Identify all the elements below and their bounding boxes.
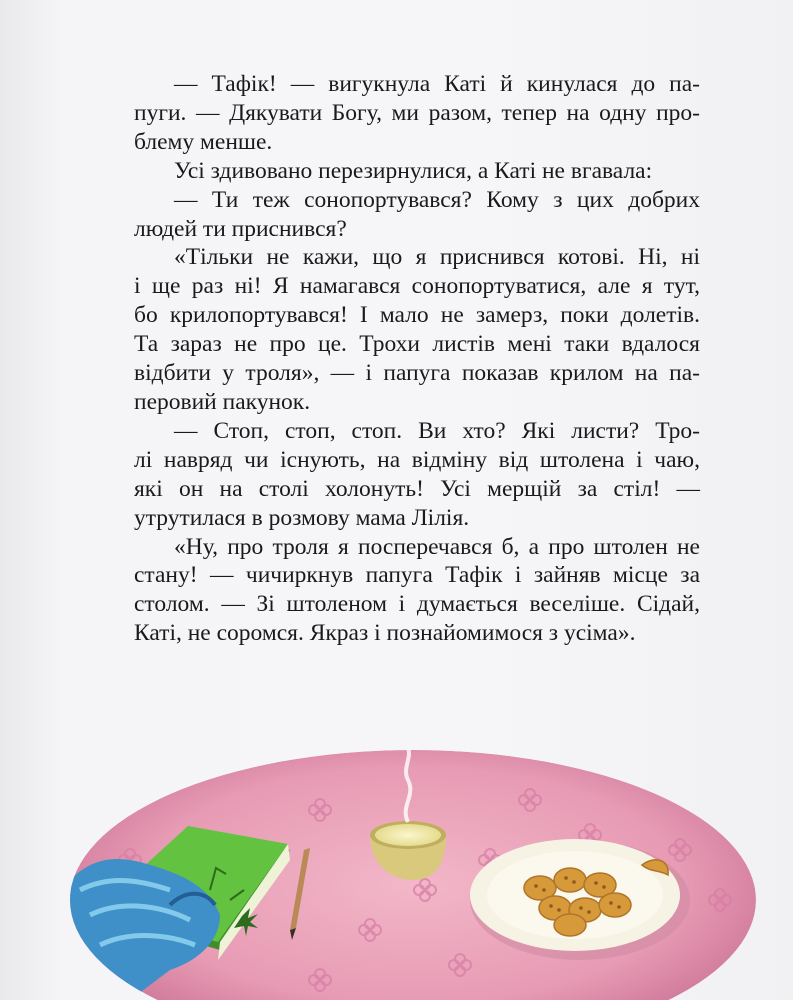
text-line: «Тільки не кажи, що я приснився котові. Ні, ні (174, 244, 700, 271)
text-line: і ще раз ні! Я намагався сонопортуватися, але я тут, (134, 273, 700, 300)
paragraph (134, 417, 700, 533)
paragraph (134, 70, 700, 157)
story-text (134, 70, 700, 648)
text-line: утрутилася в розмову мама Лілія. (134, 504, 470, 531)
text-line: Усі здивовано перезирнулися, а Каті не вгавала: (174, 157, 653, 184)
text-line: відбити у троля», — і папуга показав крилом на па- (134, 360, 700, 387)
text-line: лі навряд чи існують, на відміну від штолена і чаю, (134, 446, 700, 473)
paragraph (134, 243, 700, 416)
text-line: — Ти теж сонопортувався? Кому з цих добрих (174, 186, 700, 213)
text-line: столом. — Зі штоленом і думається веселіше. Сідай, (134, 591, 700, 618)
paragraph (134, 186, 700, 244)
text-line: пуги. — Дякувати Богу, ми разом, тепер на одну про- (134, 99, 700, 126)
text-line: Каті, не соромся. Якраз і познайомимося з усіма». (134, 620, 636, 647)
paragraph (134, 157, 700, 186)
text-line: людей ти приснився? (134, 215, 347, 242)
text-line: бо крилопортувався! І мало не замерз, поки долетів. (134, 302, 700, 329)
text-line: — Тафік! — вигукнула Каті й кинулася до па- (174, 71, 700, 97)
text-line: стану! — чичиркнув папуга Тафік і зайняв місце за (134, 562, 700, 589)
paragraph (134, 533, 700, 649)
text-line: — Стоп, стоп, стоп. Ви хто? Які листи? Тро- (174, 417, 700, 444)
text-line: перовий пакунок. (134, 388, 311, 415)
text-line: «Ну, про троля я посперечався б, а про штолен не (174, 533, 700, 560)
table-illustration-svg (70, 740, 756, 1000)
text-line: які он на столі холонуть! Усі мерщій за стіл! — (134, 475, 700, 502)
text-line: Та зараз не про це. Трохи листів мені таки вдалося (134, 331, 700, 358)
text-line: блему менше. (134, 128, 273, 155)
table-illustration (70, 740, 756, 1000)
